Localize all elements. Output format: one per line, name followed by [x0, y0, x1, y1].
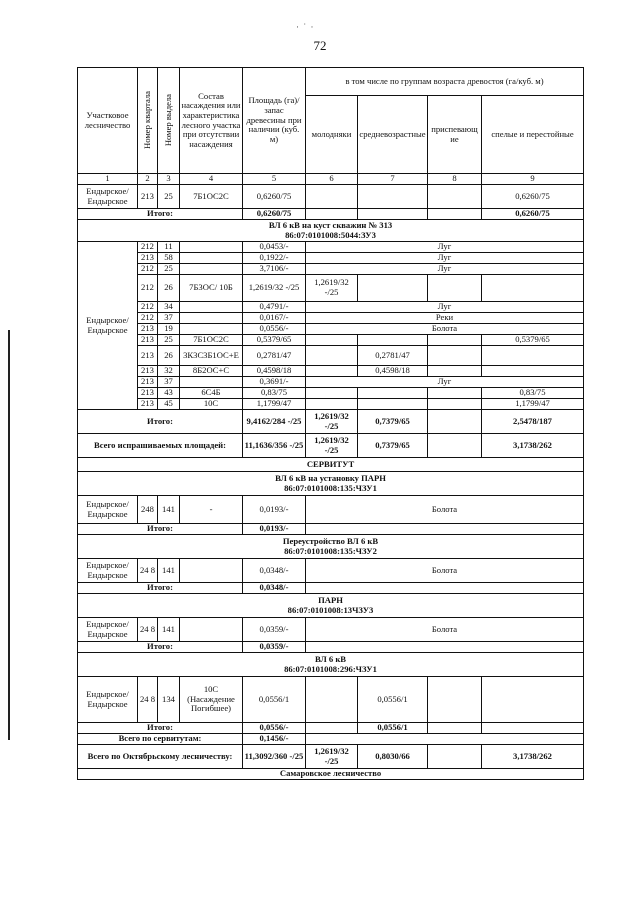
table-row	[78, 366, 584, 377]
total-middle: 0,0556/1	[358, 723, 428, 734]
area-cell: 0,0556/-	[243, 324, 306, 335]
quarter-cell: 213	[138, 324, 158, 335]
col-num: 7	[358, 174, 428, 185]
section-cell: 141	[158, 559, 180, 583]
land-type-cell: Реки	[306, 313, 584, 324]
middle-cell	[358, 185, 428, 209]
mature-cell	[482, 366, 584, 377]
young-cell	[306, 185, 358, 209]
area-cell: 0,3691/-	[243, 377, 306, 388]
quarter-cell: 213	[138, 377, 158, 388]
section-code: 86:07:0101008:296:ЧЗУ1	[284, 663, 377, 674]
total-area: 0,0348/-	[243, 583, 306, 594]
section-cell: 32	[158, 366, 180, 377]
middle-cell	[358, 399, 428, 410]
header-row	[78, 68, 584, 96]
header-maturing: приспевающие	[428, 96, 482, 174]
section-cell: 34	[158, 302, 180, 313]
composition-cell	[180, 302, 243, 313]
total-area: 0,0193/-	[243, 524, 306, 535]
header-quarter: Номер квартала	[138, 68, 158, 174]
young-cell	[306, 388, 358, 399]
section-cell: 26	[158, 346, 180, 366]
all-area: 11,1636/356 -/25	[243, 434, 306, 458]
total-label: Итого:	[78, 410, 243, 434]
total-row	[78, 524, 584, 535]
composition-cell: 10С (Насаждение Погибшее)	[180, 677, 243, 723]
forestry-cell: Ендырское/ Ендырское	[78, 559, 138, 583]
young-cell	[306, 677, 358, 723]
oktyabr-young: 1,2619/32 -/25	[306, 745, 358, 769]
quarter-cell: 213	[138, 366, 158, 377]
section-heading-row	[78, 653, 584, 677]
mature-cell: 0,83/75	[482, 388, 584, 399]
section-heading	[78, 472, 584, 496]
maturing-cell	[428, 185, 482, 209]
maturing-cell	[428, 335, 482, 346]
section-cell: 43	[158, 388, 180, 399]
table-row	[78, 335, 584, 346]
quarter-cell: 213	[138, 335, 158, 346]
servitude-total-row	[78, 734, 584, 745]
table-row	[78, 253, 584, 264]
col-num: 1	[78, 174, 138, 185]
total-row	[78, 410, 584, 434]
total-label: Итого:	[78, 723, 243, 734]
area-cell: 0,83/75	[243, 388, 306, 399]
composition-cell	[180, 313, 243, 324]
middle-cell	[358, 275, 428, 302]
col-num: 2	[138, 174, 158, 185]
composition-cell	[180, 377, 243, 388]
total-label: Итого:	[78, 583, 243, 594]
quarter-cell: 213	[138, 253, 158, 264]
scan-speck: · ˙ ·	[296, 22, 315, 32]
area-cell: 0,0193/-	[243, 496, 306, 524]
quarter-cell: 212	[138, 302, 158, 313]
composition-cell	[180, 253, 243, 264]
composition-cell	[180, 559, 243, 583]
table-row	[78, 496, 584, 524]
total-mature: 2,5478/187	[482, 410, 584, 434]
young-cell	[306, 335, 358, 346]
forestry-cell: Ендырское/ Ендырское	[78, 242, 138, 410]
quarter-cell: 212	[138, 264, 158, 275]
mature-cell: 0,6260/75	[482, 185, 584, 209]
quarter-cell: 24 8	[138, 559, 158, 583]
land-type-cell: Болота	[306, 559, 584, 583]
table-row	[78, 346, 584, 366]
section-cell: 134	[158, 677, 180, 723]
all-mature: 3,1738/262	[482, 434, 584, 458]
col-num: 6	[306, 174, 358, 185]
composition-cell	[180, 264, 243, 275]
land-type-cell: Луг	[306, 242, 584, 253]
mature-cell: 1,1799/47	[482, 399, 584, 410]
composition-cell	[180, 618, 243, 642]
table-row	[78, 388, 584, 399]
forestry-cell: Ендырское/ Ендырское	[78, 496, 138, 524]
composition-cell: 10С	[180, 399, 243, 410]
table-row	[78, 242, 584, 253]
mature-cell: 0,5379/65	[482, 335, 584, 346]
table-row	[78, 559, 584, 583]
land-type-cell: Болота	[306, 496, 584, 524]
section-cell: 11	[158, 242, 180, 253]
header-composition: Состав насаждения или характеристика лесного участка при отсутствии насаждения	[180, 68, 243, 174]
land-type-cell: Луг	[306, 302, 584, 313]
total-row	[78, 583, 584, 594]
section-cell: 26	[158, 275, 180, 302]
all-middle: 0,7379/65	[358, 434, 428, 458]
total-area: 0,0556/-	[243, 723, 306, 734]
grand-total-row	[78, 434, 584, 458]
col-num: 4	[180, 174, 243, 185]
maturing-cell	[428, 346, 482, 366]
section-code: 86:07:0101008:5044:ЗУ3	[285, 229, 376, 240]
table-row	[78, 677, 584, 723]
maturing-cell	[428, 388, 482, 399]
header-mature: спелые и перестойные	[482, 96, 584, 174]
total-label: Итого:	[78, 524, 243, 535]
oktyabr-middle: 0,8030/66	[358, 745, 428, 769]
land-type-cell: Луг	[306, 264, 584, 275]
total-label: Итого:	[78, 642, 243, 653]
maturing-cell	[428, 677, 482, 723]
area-cell: 0,5379/65	[243, 335, 306, 346]
young-cell	[306, 399, 358, 410]
header-forestry: Участковое лесничество	[78, 68, 138, 174]
table-row	[78, 264, 584, 275]
section-cell: 45	[158, 399, 180, 410]
section-heading-row	[78, 594, 584, 618]
area-cell: 0,1922/-	[243, 253, 306, 264]
page-number: 72	[313, 38, 327, 53]
scan-edge-line	[8, 330, 10, 740]
area-cell: 3,7106/-	[243, 264, 306, 275]
table-row	[78, 302, 584, 313]
section-cell: 37	[158, 377, 180, 388]
section-cell: 141	[158, 618, 180, 642]
servitude-total-label: Всего по сервитутам:	[78, 734, 243, 745]
table-row	[78, 377, 584, 388]
section-code: 86:07:0101008:135:ЧЗУ1	[284, 482, 377, 493]
total-label: Итого:	[78, 209, 243, 220]
servitude-heading: СЕРВИТУТ	[78, 458, 584, 472]
land-type-cell: Болота	[306, 324, 584, 335]
header-age-groups: в том числе по группам возраста древостоя (га/куб. м)	[306, 68, 584, 96]
quarter-cell: 24 8	[138, 618, 158, 642]
oktyabr-total-label: Всего по Октябрьскому лесничеству:	[78, 745, 243, 769]
header-middle: средневозрастные	[358, 96, 428, 174]
section-heading	[78, 653, 584, 677]
quarter-cell: 248	[138, 496, 158, 524]
total-row	[78, 642, 584, 653]
forestry-cell: Ендырское/ Ендырское	[78, 618, 138, 642]
quarter-cell: 212	[138, 313, 158, 324]
section-cell: 25	[158, 264, 180, 275]
total-mature: 0,6260/75	[482, 209, 584, 220]
header-young: молодняки	[306, 96, 358, 174]
composition-cell: -	[180, 496, 243, 524]
total-area: 9,4162/284 -/25	[243, 410, 306, 434]
middle-cell: 0,0556/1	[358, 677, 428, 723]
mature-cell	[482, 677, 584, 723]
middle-cell	[358, 388, 428, 399]
area-cell: 0,2781/47	[243, 346, 306, 366]
composition-cell: 7Б1ОС2С	[180, 185, 243, 209]
quarter-cell: 213	[138, 399, 158, 410]
land-type-cell: Луг	[306, 253, 584, 264]
middle-cell: 0,4598/18	[358, 366, 428, 377]
composition-cell	[180, 324, 243, 335]
quarter-cell: 212	[138, 242, 158, 253]
forest-area-table	[77, 67, 584, 780]
composition-cell	[180, 242, 243, 253]
young-cell	[306, 346, 358, 366]
mature-cell	[482, 275, 584, 302]
middle-cell	[358, 335, 428, 346]
section-title: Переустройство ВЛ 6 кВ	[282, 535, 379, 546]
col-num: 9	[482, 174, 584, 185]
area-cell: 0,0167/-	[243, 313, 306, 324]
all-requested-label: Всего испрашиваемых площадей:	[78, 434, 243, 458]
forestry-total-row	[78, 745, 584, 769]
forestry-cell: Ендырское/ Ендырское	[78, 677, 138, 723]
section-cell: 141	[158, 496, 180, 524]
young-cell	[306, 366, 358, 377]
composition-cell: 7Б1ОС2С	[180, 335, 243, 346]
header-area: Площадь (га)/запас древесины при наличии (куб. м)	[243, 68, 306, 174]
table-row	[78, 324, 584, 335]
section-heading-row	[78, 472, 584, 496]
total-row	[78, 209, 584, 220]
area-cell: 0,4598/18	[243, 366, 306, 377]
header-section: Номер выдела	[158, 68, 180, 174]
section-cell: 37	[158, 313, 180, 324]
section-title: ВЛ 6 кВ на установку ПАРН	[275, 472, 386, 483]
total-area: 0,0359/-	[243, 642, 306, 653]
section-cell: 25	[158, 335, 180, 346]
section-heading	[78, 220, 584, 242]
total-young: 1,2619/32 -/25	[306, 410, 358, 434]
composition-cell: 7Б3ОС/ 10Б	[180, 275, 243, 302]
quarter-cell: 24 8	[138, 677, 158, 723]
next-forestry-row	[78, 769, 584, 780]
area-cell: 1,1799/47	[243, 399, 306, 410]
section-cell: 58	[158, 253, 180, 264]
column-number-row	[78, 174, 584, 185]
quarter-cell: 213	[138, 388, 158, 399]
area-cell: 0,0453/-	[243, 242, 306, 253]
area-cell: 0,0359/-	[243, 618, 306, 642]
section-heading-row	[78, 535, 584, 559]
all-young: 1,2619/32 -/25	[306, 434, 358, 458]
table-row	[78, 399, 584, 410]
forestry-cell: Ендырское/ Ендырское	[78, 185, 138, 209]
section-heading	[78, 594, 584, 618]
section-title: ПАРН	[318, 594, 343, 605]
section-title: ВЛ 6 кВ	[314, 653, 347, 664]
section-heading-row	[78, 220, 584, 242]
land-type-cell: Луг	[306, 377, 584, 388]
section-heading	[78, 535, 584, 559]
total-row	[78, 723, 584, 734]
table-row	[78, 618, 584, 642]
maturing-cell	[428, 366, 482, 377]
total-middle: 0,7379/65	[358, 410, 428, 434]
section-cell: 25	[158, 185, 180, 209]
maturing-cell	[428, 275, 482, 302]
col-num: 8	[428, 174, 482, 185]
quarter-cell: 213	[138, 346, 158, 366]
quarter-cell: 213	[138, 185, 158, 209]
col-num: 3	[158, 174, 180, 185]
oktyabr-area: 11,3092/360 -/25	[243, 745, 306, 769]
area-cell: 0,0348/-	[243, 559, 306, 583]
section-code: 86:07:0101008:135:ЧЗУ2	[284, 545, 377, 556]
area-cell: 0,0556/1	[243, 677, 306, 723]
maturing-cell	[428, 399, 482, 410]
table-row	[78, 185, 584, 209]
next-forestry-heading: Самаровское лесничество	[78, 769, 584, 780]
composition-cell: 6С4Б	[180, 388, 243, 399]
area-cell: 1,2619/32 -/25	[243, 275, 306, 302]
land-type-cell: Болота	[306, 618, 584, 642]
young-cell: 1,2619/32 -/25	[306, 275, 358, 302]
mature-cell	[482, 346, 584, 366]
total-area: 0,6260/75	[243, 209, 306, 220]
quarter-cell: 212	[138, 275, 158, 302]
middle-cell: 0,2781/47	[358, 346, 428, 366]
section-cell: 19	[158, 324, 180, 335]
col-num: 5	[243, 174, 306, 185]
table-row	[78, 275, 584, 302]
section-code: 86:07:0101008:13ЧЗУ3	[287, 604, 374, 615]
area-cell: 0,4791/-	[243, 302, 306, 313]
area-cell: 0,6260/75	[243, 185, 306, 209]
servitude-heading-row	[78, 458, 584, 472]
composition-cell: 8Б2ОС+С	[180, 366, 243, 377]
section-title: ВЛ 6 кВ на куст скважин № 313	[268, 219, 393, 230]
oktyabr-mature: 3,1738/262	[482, 745, 584, 769]
composition-cell: 3К3С3Б1ОС+Е	[180, 346, 243, 366]
servitude-total-area: 0,1456/-	[243, 734, 306, 745]
table-row	[78, 313, 584, 324]
